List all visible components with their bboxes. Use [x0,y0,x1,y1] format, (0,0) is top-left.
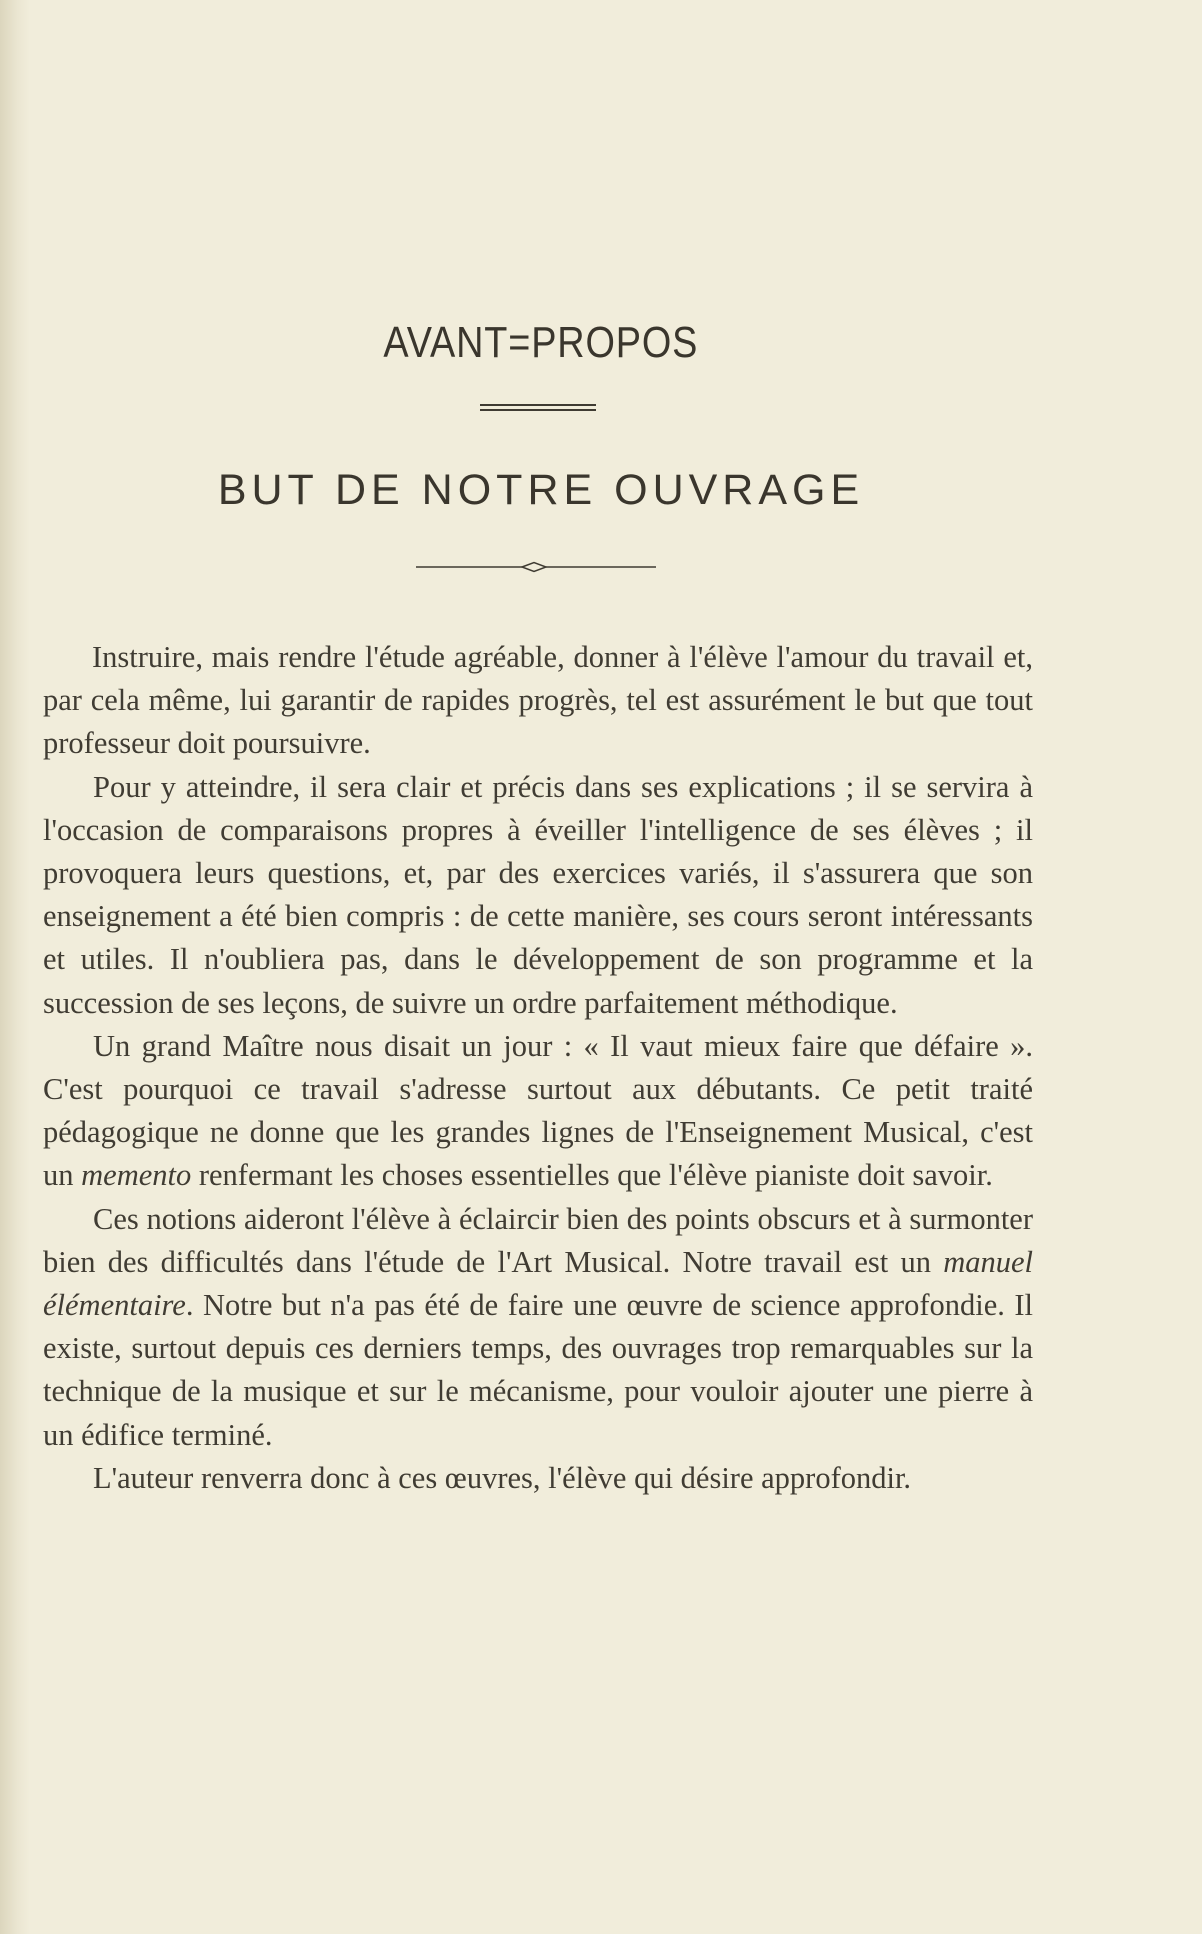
page-title: AVANT=PROPOS [383,318,699,367]
diamond-divider-ornament [416,560,656,574]
paragraph-3-text-b: renfermant les choses essentielles que l'élève pianiste doit savoir. [191,1158,993,1193]
paragraph-3 [43,1025,1033,1198]
page-edge-shading [0,0,30,1934]
paragraph-1: Instruire, mais rendre l'étude agréable, donner à l'élève l'amour du travail et, par cela même, lui garantir de rapides progrès, tel est assurément le but que tout professeur doit poursuivre. [43,640,1033,761]
section-subtitle: BUT DE NOTRE OUVRAGE [217,466,865,514]
paragraph-4-italic-term: manuel élémentaire [43,1244,1033,1323]
paragraph-4-text-b: . Notre but n'a pas été de faire une œuvre de science approfondie. Il existe, surtout depuis ces derniers temps, des ouvrages trop remarquables sur la technique de la musique et sur le mécanisme, pour vouloir ajouter une pierre à un édifice terminé. [43,1288,1033,1452]
paragraph-3-italic-term: memento [81,1158,192,1193]
paragraph-5: L'auteur renverra donc à ces œuvres, l'élève qui désire approfondir. [93,1460,912,1495]
title-double-rule [480,404,596,411]
paragraph-4 [43,1198,1033,1457]
paragraph-4-text-a: Ces notions aideront l'élève à éclaircir bien des points obscurs et à surmonter bien des difficultés dans l'étude de l'Art Musical. Notre travail est un [43,1201,1033,1279]
paragraph-2: Pour y atteindre, il sera clair et précis dans ses explications ; il se servira à l'occasion de comparaisons propres à éveiller l'intelligence de ses élèves ; il provoquera leurs questions, et, par des exercices variés, il s'assurera que son enseignement a été bien compris : de cette manière, ses cours seront intéressants et utiles. Il n'oubliera pas, dans le développement de son programme et la succession de ses leçons, de suivre un ordre parfaitement méthodique. [43,769,1033,1020]
paragraph-3-text-a: Un grand Maître nous disait un jour : « Il vaut mieux faire que défaire ». C'est pourquoi ce travail s'adresse surtout aux débutants. Ce petit traité pédagogique ne donne que les grandes lignes de l'Enseignement Musical, c'est un [43,1028,1033,1193]
foreword-body [43,636,1033,1500]
